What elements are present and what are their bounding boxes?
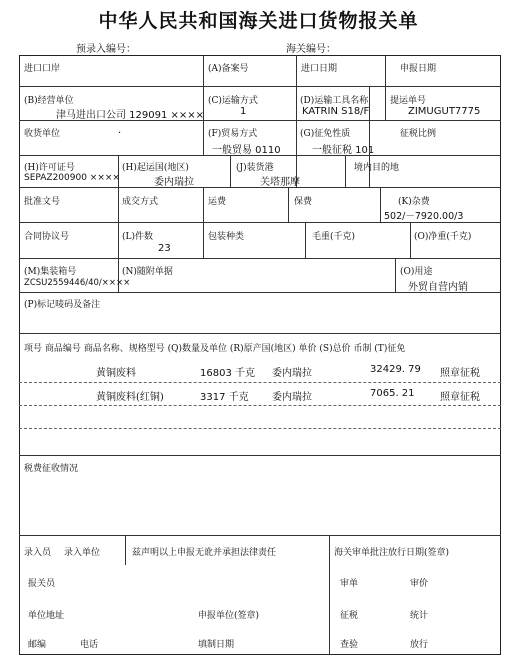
bill-of-lading-value: ZIMUGUT7775 [408, 106, 481, 117]
rule [203, 55, 204, 155]
origin-country-label: (H)起运国(地区) [122, 163, 189, 173]
pieces-label: (L)件数 [122, 232, 153, 242]
tax-ratio-label: 征税比例 [400, 129, 437, 139]
origin-country-value: 委内瑞拉 [154, 177, 194, 188]
operator-value: 津马进出口公司 129091 ×××× [56, 110, 205, 121]
marks-remarks-label: (P)标记唛码及备注 [24, 300, 101, 310]
pieces-value: 23 [158, 243, 171, 254]
goods-item-total: 7065. 21 [370, 388, 415, 399]
trade-mode-value: 一般贸易 0110 [212, 145, 281, 156]
goods-item-origin: 委内瑞拉 [272, 392, 312, 403]
pre-entry-label: 预录入编号： [76, 44, 136, 55]
import-date-label: 进口日期 [301, 64, 338, 74]
goods-row-rule [19, 382, 501, 383]
declare-date-label: 申报日期 [400, 64, 437, 74]
rule [19, 222, 501, 223]
deal-mode-label: 成交方式 [122, 197, 159, 207]
bill-of-lading-label: 提运单号 [390, 96, 427, 106]
goods-table-header: 项号 商品编号 商品名称、规格型号 (Q)数量及单位 (R)原产国(地区) 单价 (S)总价 币制 (T)征免 [24, 344, 406, 354]
container-no-value: ZCSU2559446/40/×××× [24, 278, 131, 288]
declarant-label: 报关员 [28, 579, 56, 589]
goods-item-levy: 照章征税 [440, 368, 480, 379]
approval-no-label: 批准文号 [24, 197, 61, 207]
release-label: 放行 [410, 640, 429, 650]
goods-item-qty: 3317 千克 [200, 392, 249, 403]
rule [118, 155, 119, 222]
unit-address-label: 单位地址 [28, 611, 65, 621]
insurance-label: 保费 [294, 197, 313, 207]
receiver-label: 收货单位 [24, 129, 61, 139]
license-value: SEPAZ200900 ×××× [24, 173, 120, 183]
goods-item-name: 黄铜废料 [96, 368, 136, 379]
loading-port-label: (J)装货港 [236, 163, 274, 173]
loading-port-value: 关塔那摩 [260, 177, 300, 188]
receiver-value: · [118, 128, 122, 139]
vehicle-value: KATRIN S18/F [302, 106, 370, 117]
levy-review-label: 征税 [340, 611, 359, 621]
rule [380, 187, 381, 222]
postcode-label: 邮编 [28, 640, 47, 650]
freight-label: 运费 [208, 197, 227, 207]
rule [329, 535, 330, 655]
tax-collection-label: 税费征收情况 [24, 464, 79, 474]
rule [296, 55, 297, 187]
phone-label: 电话 [80, 640, 99, 650]
goods-item-qty: 16803 千克 [200, 368, 255, 379]
goods-item-origin: 委内瑞拉 [272, 368, 312, 379]
goods-item-name: 黄铜废料(红铜) [96, 392, 164, 403]
import-port-label: 进口口岸 [24, 64, 61, 74]
rule [19, 455, 501, 456]
misc-fee-value: 502/－7920.00/3 [384, 211, 464, 222]
vehicle-label: (D)运输工具名称 [300, 96, 369, 106]
rule [19, 333, 501, 334]
rule [288, 187, 289, 222]
gross-weight-label: 毛重(千克) [312, 232, 356, 242]
rule [385, 55, 386, 120]
declare-unit-label: 申报单位(签章) [198, 611, 260, 621]
levy-nature-value: 一般征税 101 [312, 145, 375, 156]
use-label: (O)用途 [400, 267, 433, 277]
package-type-label: 包装种类 [208, 232, 245, 242]
domestic-destination-label: 境内目的地 [354, 163, 400, 173]
statistics-label: 统计 [410, 611, 429, 621]
contract-no-label: 合同协议号 [24, 232, 70, 242]
use-value: 外贸自营内销 [408, 282, 468, 293]
rule [410, 222, 411, 258]
record-no-label: (A)备案号 [208, 64, 249, 74]
levy-nature-label: (G)征免性质 [300, 129, 351, 139]
goods-row-rule [19, 405, 501, 406]
license-label: (H)许可证号 [24, 163, 75, 173]
rule [305, 222, 306, 258]
transport-mode-label: (C)运输方式 [208, 96, 258, 106]
rule [19, 258, 501, 259]
rule [19, 86, 501, 87]
goods-row-rule [19, 428, 501, 429]
entry-person-label: 录入员 [24, 548, 52, 558]
goods-item-levy: 照章征税 [440, 392, 480, 403]
rule [203, 187, 204, 258]
fill-date-label: 填制日期 [198, 640, 235, 650]
goods-item-total: 32429. 79 [370, 364, 421, 375]
attached-docs-label: (N)随附单据 [122, 267, 173, 277]
container-no-label: (M)集装箱号 [24, 267, 77, 277]
entry-unit-label: 录入单位 [64, 548, 101, 558]
rule [395, 258, 396, 292]
misc-fee-label: (K)杂费 [398, 197, 430, 207]
rule [19, 535, 501, 536]
form-title: 中华人民共和国海关进口货物报关单 [98, 10, 419, 32]
customs-approval-label: 海关审单批注放行日期(签章) [334, 548, 450, 558]
rule [230, 155, 231, 187]
inspection-label: 查验 [340, 640, 359, 650]
rule [125, 535, 126, 565]
operator-label: (B)经营单位 [24, 96, 74, 106]
document-review-label: 审单 [340, 579, 359, 589]
trade-mode-label: (F)贸易方式 [208, 129, 258, 139]
net-weight-label: (O)净重(千克) [414, 232, 472, 242]
rule [345, 155, 346, 187]
customs-no-label: 海关编号： [286, 44, 336, 55]
transport-mode-value: 1 [240, 106, 247, 117]
legal-statement: 兹声明以上申报无讹并承担法律责任 [132, 548, 277, 558]
price-review-label: 审价 [410, 579, 429, 589]
